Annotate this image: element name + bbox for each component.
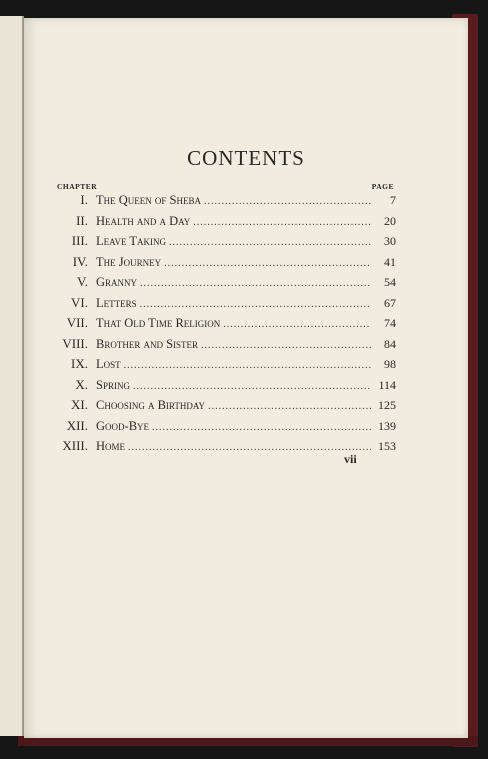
- toc-entry: [54, 213, 396, 234]
- chapter-number: VII.: [66, 315, 88, 330]
- chapter-number: XIII.: [62, 438, 88, 453]
- contents-page: [24, 18, 468, 738]
- page-title: CONTENTS: [187, 146, 305, 170]
- page-number: 41: [384, 254, 396, 269]
- page-number: 114: [378, 377, 396, 392]
- page-number: 125: [378, 398, 396, 412]
- dot-leader: [193, 217, 371, 228]
- chapter-title: The Queen of Sheba: [96, 193, 201, 207]
- page-number: 67: [384, 295, 396, 310]
- dot-leader: [133, 381, 371, 392]
- chapter-title: Good-Bye: [96, 418, 150, 433]
- dot-leader: [140, 299, 371, 310]
- toc-entry: [54, 295, 396, 316]
- dot-leader: [128, 442, 371, 453]
- chapter-number: III.: [71, 233, 88, 248]
- facing-page-edge: [0, 16, 24, 736]
- chapter-number: VIII.: [62, 335, 88, 351]
- chapter-title: Lost: [96, 357, 121, 371]
- chapter-column-label: CHAPTER: [57, 182, 98, 191]
- toc-entry: [54, 274, 396, 295]
- chapter-title: Home: [96, 439, 126, 453]
- toc-entry: [54, 377, 396, 398]
- chapter-title: The Journey: [96, 254, 162, 269]
- page-number: 7: [390, 193, 396, 207]
- chapter-number: XII.: [66, 417, 88, 433]
- dot-leader: [164, 258, 371, 269]
- page-number: 84: [384, 336, 396, 351]
- toc-entry: [54, 233, 396, 254]
- dot-leader: [204, 196, 371, 207]
- chapter-title: That Old Time Religion: [96, 316, 221, 330]
- chapter-number: X.: [75, 376, 88, 392]
- page-column-label: PAGE: [371, 182, 394, 191]
- page-number: 74: [384, 316, 396, 330]
- chapter-number: VI.: [71, 294, 88, 310]
- page-number: 139: [378, 418, 396, 433]
- page-number: 54: [384, 275, 396, 289]
- dot-leader: [140, 278, 371, 289]
- toc-entry: [54, 418, 396, 439]
- chapter-title: Brother and Sister: [96, 336, 199, 351]
- toc-entry: [54, 192, 396, 213]
- dot-leader: [201, 340, 371, 351]
- toc-entry: [54, 254, 396, 275]
- page-number: 98: [384, 357, 396, 371]
- chapter-number: XI.: [71, 397, 88, 412]
- page-number: 20: [384, 213, 396, 228]
- chapter-number: IX.: [71, 356, 88, 371]
- dot-leader: [223, 319, 371, 330]
- toc-entry: [54, 315, 396, 336]
- chapter-title: Health and a Day: [96, 213, 191, 228]
- chapter-number: II.: [76, 212, 88, 228]
- chapter-title: Choosing a Birthday: [96, 398, 206, 412]
- page-folio: vii: [344, 452, 357, 466]
- toc-entry: [54, 336, 396, 357]
- dot-leader: [208, 401, 371, 412]
- chapter-title: Granny: [96, 275, 138, 289]
- chapter-title: Leave Taking: [96, 234, 166, 248]
- page-number: 30: [384, 234, 396, 248]
- dot-leader: [169, 237, 371, 248]
- toc-entry: [54, 356, 396, 377]
- table-of-contents: [54, 192, 396, 459]
- chapter-number: IV.: [72, 253, 88, 269]
- chapter-number: I.: [80, 192, 88, 207]
- chapter-title: Spring: [96, 377, 130, 392]
- dot-leader: [124, 360, 371, 371]
- chapter-number: V.: [77, 274, 88, 289]
- toc-entry: [54, 397, 396, 418]
- page-number: 153: [378, 439, 396, 453]
- dot-leader: [152, 422, 371, 433]
- chapter-title: Letters: [96, 295, 137, 310]
